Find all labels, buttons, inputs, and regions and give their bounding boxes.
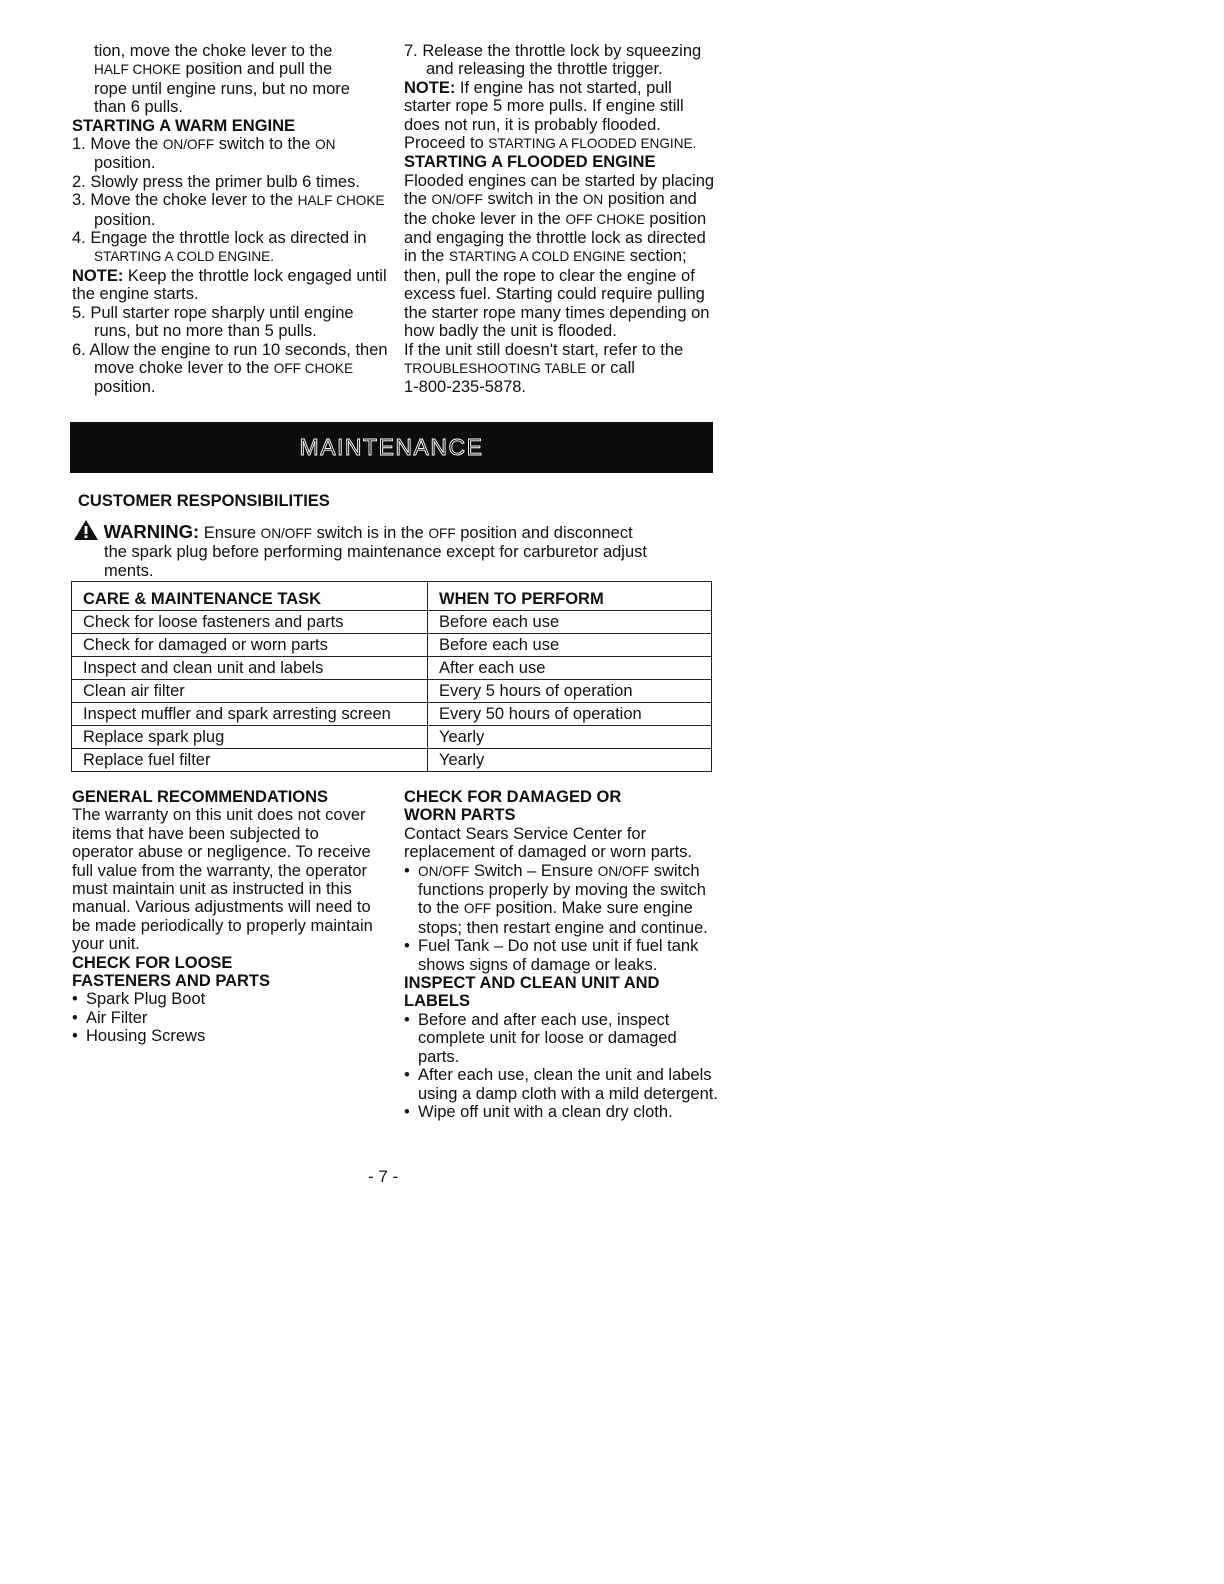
list-item: • Housing Screws [72,1027,384,1045]
text: 6. Allow the engine to run 10 seconds, then move choke lever to the [72,340,388,377]
table-cell: Clean air filter [72,680,428,703]
text: ON/OFF [597,863,650,879]
text: ON [582,192,604,208]
inspect-clean-list [404,1011,718,1121]
table-row [72,703,712,726]
text: OFF CHOKE [273,360,354,376]
text: ON/OFF [431,192,483,208]
list-item [404,862,718,938]
list-item: • After each use, clean the unit and labels using a damp cloth with a mild detergent. [404,1066,718,1103]
warm-engine-steps [72,135,390,267]
text: Switch – Ensure [469,861,598,880]
table-cell: Before each use [428,611,712,634]
note-label: NOTE: [404,78,456,97]
warning-triangle-icon [73,519,99,541]
note [72,267,390,304]
text: CHECK FOR LOOSE [72,953,233,972]
table-cell: Yearly [428,749,712,772]
flooded-engine-text [404,172,718,341]
damaged-parts-list [404,862,718,974]
text: OFF [428,526,456,541]
text: STARTING A FLOODED ENGINE. [488,136,697,152]
column-header: CARE & MAINTENANCE TASK [72,582,428,611]
table-row [72,657,712,680]
text: ON [315,137,336,153]
flooded-engine-heading: STARTING A FLOODED ENGINE [404,153,656,172]
troubleshooting-ref [404,341,718,397]
text: switch in the [482,190,583,209]
text: CHECK FOR DAMAGED OR [404,788,622,806]
text: OFF CHOKE [565,211,645,227]
table-row [72,749,712,772]
table-cell: Yearly [428,726,712,749]
general-recommendations-text: The warranty on this unit does not cover items that have been subjected to operator abuse or negligence. To receive full value from the warranty, the operator must maintain unit as instructed in this manual. Various adjustments will need to be made periodically to properly maintain your unit. [72,806,373,954]
list-item [72,135,390,173]
warning-line-3: ments. [104,561,154,580]
text: Flooded engines can be started by placing the [404,171,715,209]
general-recommendations-heading: GENERAL RECOMMENDATIONS [72,788,329,806]
damaged-parts-text: Contact Sears Service Center for replacement of damaged or worn parts. [404,824,692,862]
table-cell: Every 5 hours of operation [428,680,712,703]
table-row [72,680,712,703]
text: position. Make sure engine stops; then restart engine and continue. [418,899,708,937]
list-item: • Air Filter [72,1009,384,1027]
text: section; then, pull the rope to clear the engine of excess fuel. Starting could require pulling the starter rope many times depending on how badly the unit is flooded. [404,247,710,341]
text: ON/OFF [162,137,215,153]
text: position and pull the [180,60,333,79]
text: HALF CHOKE [94,62,181,78]
text: position and the choke lever in the [404,190,697,228]
table-header-row [72,582,712,611]
list-item [72,173,390,191]
text: 5. Pull starter rope sharply until engine runs, but no more than 5 pulls. [72,303,354,341]
warning-block [73,519,723,580]
phone-number: 1-800-235-5878. [404,378,527,397]
text: switch to the [214,135,316,154]
cold-engine-steps-end [404,42,718,79]
warm-engine-heading: STARTING A WARM ENGINE [72,116,296,135]
table-cell: Check for damaged or worn parts [72,634,428,657]
text: 2. Slowly press the primer bulb 6 times. [72,172,360,191]
text: STARTING A COLD ENGINE. [94,249,275,265]
loose-fasteners-heading [72,954,384,991]
text: 1. Move the [72,135,163,154]
text: ON/OFF [260,526,312,541]
table-cell: Inspect and clean unit and labels [72,657,428,680]
top-left-column [72,42,390,397]
maintenance-banner [70,422,713,473]
page-number: - 7 - [368,1167,399,1186]
text: ON/OFF [418,863,470,879]
text: WORN PARTS [404,806,516,825]
warning-label: WARNING: [103,521,200,542]
customer-responsibilities-heading: CUSTOMER RESPONSIBILITIES [78,492,330,510]
text: Keep the throttle lock engaged until the engine starts. [72,266,387,304]
column-header: WHEN TO PERFORM [428,582,712,611]
text: position. [94,210,156,229]
text: position and engaging the throttle lock as directed in the [404,209,707,266]
text: If the unit still doesn't start, refer to the [404,340,684,359]
table-cell: Before each use [428,634,712,657]
table-cell: Every 50 hours of operation [428,703,712,726]
text: TROUBLESHOOTING TABLE [404,360,587,376]
maintenance-table [71,581,712,772]
list-item: • Fuel Tank – Do not use unit if fuel tank shows signs of damage or leaks. [404,937,718,974]
table-row [72,726,712,749]
table-row [72,634,712,657]
text: position. [94,378,156,397]
top-right-column [404,42,718,397]
text: STARTING A COLD ENGINE [448,249,626,265]
text: than 6 pulls. [94,98,183,117]
inspect-clean-heading [404,974,718,1011]
text: switch functions properly by moving the switch to the [418,861,706,918]
text: Ensure [199,524,261,542]
bottom-left-column [72,788,384,1046]
text: OFF [463,901,492,917]
text: rope until engine runs, but no more [94,79,350,98]
warning-line-2: the spark plug before performing maintenance except for carburetor adjust [104,543,647,562]
text: 3. Move the choke lever to the [72,191,298,210]
text: INSPECT AND CLEAN UNIT AND [404,974,660,993]
cold-start-continuation [72,42,390,117]
note-label: NOTE: [72,266,124,285]
banner-title: MAINTENANCE [299,434,484,461]
table-cell: After each use [428,657,712,680]
loose-fasteners-list [72,990,384,1045]
text: or call [586,358,635,377]
warm-engine-steps-continued [72,304,390,397]
text: position and disconnect [455,524,633,542]
list-item [72,229,390,267]
text: switch is in the [311,524,429,542]
text: HALF CHOKE [297,193,385,209]
list-item: • Before and after each use, inspect complete unit for loose or damaged parts. [404,1011,718,1066]
table-row [72,611,712,634]
text: tion, move the choke lever to the [94,42,333,60]
list-item [72,341,390,397]
list-item [72,304,390,341]
note [404,79,718,154]
list-item: • Spark Plug Boot [72,990,384,1008]
text: 7. Release the throttle lock by squeezing and releasing the throttle trigger. [404,42,702,79]
list-item [404,42,718,79]
text: 4. Engage the throttle lock as directed in [72,229,367,248]
list-item [72,191,390,229]
table-cell: Replace spark plug [72,726,428,749]
text: LABELS [404,992,470,1011]
table-cell: Replace fuel filter [72,749,428,772]
table-cell: Inspect muffler and spark arresting screen [72,703,428,726]
table-cell: Check for loose fasteners and parts [72,611,428,634]
text: If engine has not started, pull starter rope 5 more pulls. If engine still does not run, it is probably flooded. Proceed to [404,78,684,153]
damaged-parts-heading [404,788,718,825]
warning-line-1 [73,519,723,543]
bottom-right-column [404,788,718,1121]
text: FASTENERS AND PARTS [72,972,271,991]
list-item: • Wipe off unit with a clean dry cloth. [404,1103,718,1121]
text: position. [94,154,156,173]
